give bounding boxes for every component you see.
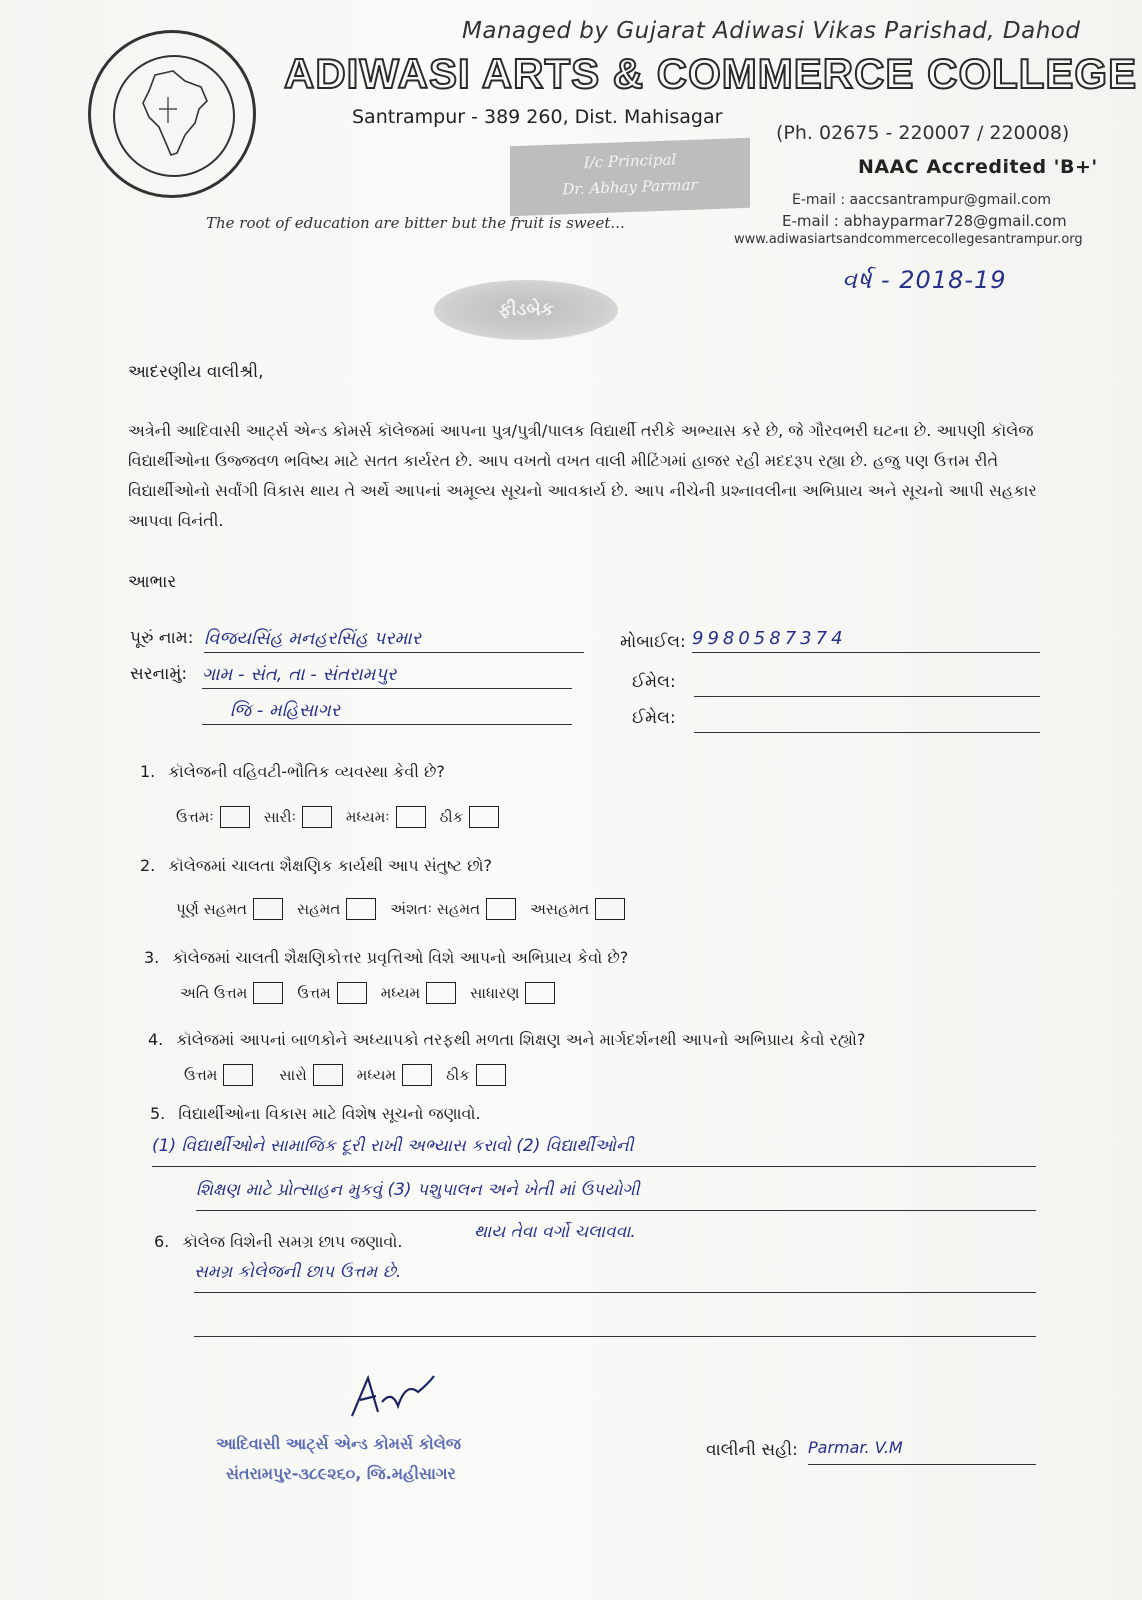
q1-checkbox-3[interactable] — [396, 806, 426, 828]
form-title: ફીડબેક — [498, 299, 554, 320]
question-3 — [144, 948, 628, 968]
q5-answer-3: થાય તેવા વર્ગો ચલાવવા. — [474, 1222, 636, 1242]
college-stamp-line-1: આદિવાસી આર્ટ્સ એન્ડ કોમર્સ કોલેજ — [216, 1434, 462, 1453]
question-1-number: 1. — [140, 762, 156, 781]
question-1 — [140, 762, 445, 782]
q2-checkbox-4[interactable] — [595, 898, 625, 920]
q4-option-3-label: મધ્યમ — [356, 1066, 397, 1084]
address-field-line1[interactable] — [202, 664, 572, 689]
q1-checkbox-2[interactable] — [302, 806, 332, 828]
question-1-options — [176, 806, 513, 828]
question-3-options — [180, 982, 569, 1004]
name-label: પૂરું નામ: — [130, 628, 194, 648]
college-phone: (Ph. 02675 - 220007 / 220008) — [776, 122, 1070, 144]
q3-checkbox-4[interactable] — [525, 982, 555, 1004]
college-email-1: E-mail : aaccsantrampur@gmail.com — [792, 192, 1052, 208]
q4-checkbox-1[interactable] — [223, 1064, 253, 1086]
email-field-1[interactable] — [694, 672, 1040, 697]
q4-option-4-label: ઠીક — [446, 1066, 470, 1084]
name-field[interactable] — [204, 628, 584, 653]
principal-title: I/c Principal — [583, 150, 677, 172]
q1-option-2-label: સારીઃ — [263, 808, 296, 826]
parent-signature-field[interactable] — [808, 1438, 1036, 1465]
question-1-text: કૉલેજની વહિવટી-ભૌતિક વ્યવસ્થા કેવી છે? — [168, 762, 445, 781]
question-5 — [150, 1104, 481, 1124]
q2-option-1[interactable] — [176, 898, 283, 920]
question-2-options — [176, 898, 639, 920]
principal-signature — [348, 1372, 438, 1426]
q2-checkbox-3[interactable] — [486, 898, 516, 920]
question-6-number: 6. — [154, 1232, 170, 1251]
parent-signature-label: વાલીની સહી: — [706, 1440, 798, 1460]
intro-paragraph: અત્રેની આદિવાસી આર્ટ્સ એન્ડ કોમર્સ કૉલેજમાં આપના પુત્ર/પુત્રી/પાલક વિદ્યાર્થી તરીકે અભ્યાસ કરે છે, જે ગૌરવભરી ઘટના છે. આપણી કૉલેજ વિદ્યાર્થીઓના ઉજ્જવળ ભવિષ્ય માટે સતત કાર્યરત છે. આપ વખતો વખત વાલી મીટિંગમાં હાજર રહી મદદરૂપ રહ્યા છે. હજુ પણ ઉત્તમ રીતે વિદ્યાર્થીઓનો સર્વાંગી વિકાસ થાય તે અર્થે આપનાં અમૂલ્ય સૂચનો આવકાર્ય છે. આપ નીચેની પ્રશ્નાવલીના અભિપ્રાય અને સૂચનો આપી સહકાર આપવા વિનંતી. — [128, 421, 1037, 530]
question-2-number: 2. — [140, 856, 156, 875]
q6-answer-1: સમગ્ર કોલેજની છાપ ઉત્તમ છે. — [194, 1262, 402, 1282]
q2-checkbox-1[interactable] — [253, 898, 283, 920]
q3-option-1-label: અતિ ઉત્તમ — [180, 984, 248, 1002]
q3-checkbox-2[interactable] — [337, 982, 367, 1004]
mobile-field[interactable] — [692, 628, 1040, 653]
form-title-oval — [434, 280, 618, 340]
question-4-options — [184, 1064, 520, 1086]
q3-option-2-label: ઉત્તમ — [297, 984, 331, 1002]
question-4 — [148, 1030, 865, 1050]
college-tagline: The root of education are bitter but the fruit is sweet... — [206, 214, 625, 232]
q2-option-1-label: પૂર્ણ સહમત — [176, 900, 247, 918]
question-4-text: કૉલેજમાં આપનાં બાળકોને અધ્યાપકો તરફથી મળતા શિક્ષણ અને માર્ગદર્શનથી આપનો અભિપ્રાય કેવો રહ્યો? — [176, 1030, 866, 1049]
q1-option-4[interactable] — [440, 806, 500, 828]
thanks-text: આભાર — [128, 572, 177, 592]
question-4-number: 4. — [148, 1030, 164, 1049]
q3-option-4[interactable] — [470, 982, 555, 1004]
q1-option-4-label: ઠીક — [439, 808, 464, 826]
q2-checkbox-2[interactable] — [346, 898, 376, 920]
q6-answer-line-1[interactable] — [194, 1262, 1036, 1293]
q3-option-3-label: મધ્યમ — [380, 984, 421, 1002]
q1-option-3-label: મધ્યમઃ — [345, 808, 390, 826]
address-value-2: જિ - મહિસાગર — [230, 700, 341, 721]
email-label-2: ઈમેલ: — [632, 708, 676, 728]
map-icon — [115, 57, 233, 175]
q5-answer-line-2[interactable] — [196, 1180, 1036, 1211]
q4-option-2[interactable] — [279, 1064, 342, 1086]
q1-option-3[interactable] — [346, 806, 426, 828]
email-label-1: ઈમેલ: — [632, 672, 676, 692]
india-map-emblem — [113, 55, 235, 177]
q5-answer-1: (1) વિદ્યાર્થીઓને સામાજિક દૂરી રાખી અભ્યાસ કરાવો (2) વિદ્યાર્થીઓની — [152, 1136, 634, 1156]
q4-checkbox-3[interactable] — [402, 1064, 432, 1086]
college-website: www.adiwasiartsandcommercecollegesantrampur.org — [734, 232, 1083, 247]
q1-option-2[interactable] — [264, 806, 332, 828]
q3-option-4-label: સાધારણ — [470, 984, 520, 1002]
salutation: આદરણીય વાલીશ્રી, — [128, 362, 264, 382]
q6-answer-line-2[interactable] — [194, 1306, 1036, 1337]
q2-option-3[interactable] — [390, 898, 516, 920]
question-6 — [154, 1232, 402, 1252]
q4-option-2-label: સારો — [279, 1066, 307, 1084]
address-label: સરનામું: — [130, 664, 188, 684]
college-seal-logo — [88, 30, 256, 198]
q3-option-1[interactable] — [180, 982, 283, 1004]
question-5-text: વિદ્યાર્થીઓના વિકાસ માટે વિશેષ સૂચનો જણાવો. — [178, 1104, 481, 1123]
college-address: Santrampur - 389 260, Dist. Mahisagar — [352, 106, 723, 128]
principal-name: Dr. Abhay Parmar — [562, 175, 698, 199]
q4-option-1[interactable] — [184, 1064, 253, 1086]
q3-option-2[interactable] — [297, 982, 366, 1004]
naac-accreditation: NAAC Accredited 'B+' — [858, 156, 1098, 178]
question-2 — [140, 856, 492, 876]
q2-option-3-label: અંશતઃ સહમત — [390, 900, 481, 918]
q1-option-1[interactable] — [176, 806, 250, 828]
q4-checkbox-2[interactable] — [313, 1064, 343, 1086]
mobile-value: 9980587374 — [692, 628, 847, 649]
address-value-1: ગામ - સંત, તા - સંતરામપુર — [202, 664, 397, 685]
q2-option-4[interactable] — [530, 898, 625, 920]
q4-option-3[interactable] — [357, 1064, 432, 1086]
college-name: ADIWASI ARTS & COMMERCE COLLEGE — [284, 50, 1138, 97]
q5-answer-line-1[interactable] — [152, 1136, 1036, 1167]
managed-by-text: Managed by Gujarat Adiwasi Vikas Parishad, Dahod — [462, 18, 1081, 44]
q1-option-1-label: ઉત્તમઃ — [176, 808, 214, 826]
question-3-text: કૉલેજમાં ચાલતી શૈક્ષણિકોત્તર પ્રવૃત્તિઓ વિશે આપનો અભિપ્રાય કેવો છે? — [172, 948, 629, 967]
parent-signature-value: Parmar. V.M — [808, 1438, 903, 1457]
mobile-label: મોબાઈલ: — [620, 632, 686, 652]
email-field-2[interactable] — [694, 708, 1040, 733]
address-field-line2[interactable] — [202, 700, 572, 725]
name-value: વિજયસિંહ મનહરસિંહ પરમાર — [204, 628, 422, 649]
question-2-text: કૉલેજમાં ચાલતા શૈક્ષણિક કાર્યથી આપ સંતુષ્ટ છો? — [168, 856, 492, 875]
q4-checkbox-4[interactable] — [476, 1064, 506, 1086]
q3-checkbox-3[interactable] — [426, 982, 456, 1004]
q2-option-2[interactable] — [297, 898, 376, 920]
q1-checkbox-1[interactable] — [220, 806, 250, 828]
q3-option-3[interactable] — [381, 982, 456, 1004]
q4-option-4[interactable] — [446, 1064, 506, 1086]
q4-option-1-label: ઉત્તમ — [184, 1066, 218, 1084]
q5-answer-2: શિક્ષણ માટે પ્રોત્સાહન મુકવું (3) પશુપાલન અને ખેતી માં ઉપયોગી — [196, 1180, 640, 1200]
handwritten-year: વર્ષ - 2018-19 — [842, 266, 1007, 294]
question-5-number: 5. — [150, 1104, 166, 1123]
q1-checkbox-4[interactable] — [469, 806, 499, 828]
q2-option-4-label: અસહમત — [530, 900, 590, 918]
college-email-2: E-mail : abhayparmar728@gmail.com — [782, 212, 1067, 230]
q3-checkbox-1[interactable] — [253, 982, 283, 1004]
question-6-text: કૉલેજ વિશેની સમગ્ર છાપ જણાવો. — [182, 1232, 403, 1251]
college-stamp-line-2: સંતરામપુર-૩૮૯૨૬૦, જિ.મહીસાગર — [226, 1464, 456, 1483]
signature-scribble-icon — [348, 1372, 438, 1422]
question-3-number: 3. — [144, 948, 160, 967]
q2-option-2-label: સહમત — [296, 900, 341, 918]
principal-badge — [510, 138, 750, 216]
